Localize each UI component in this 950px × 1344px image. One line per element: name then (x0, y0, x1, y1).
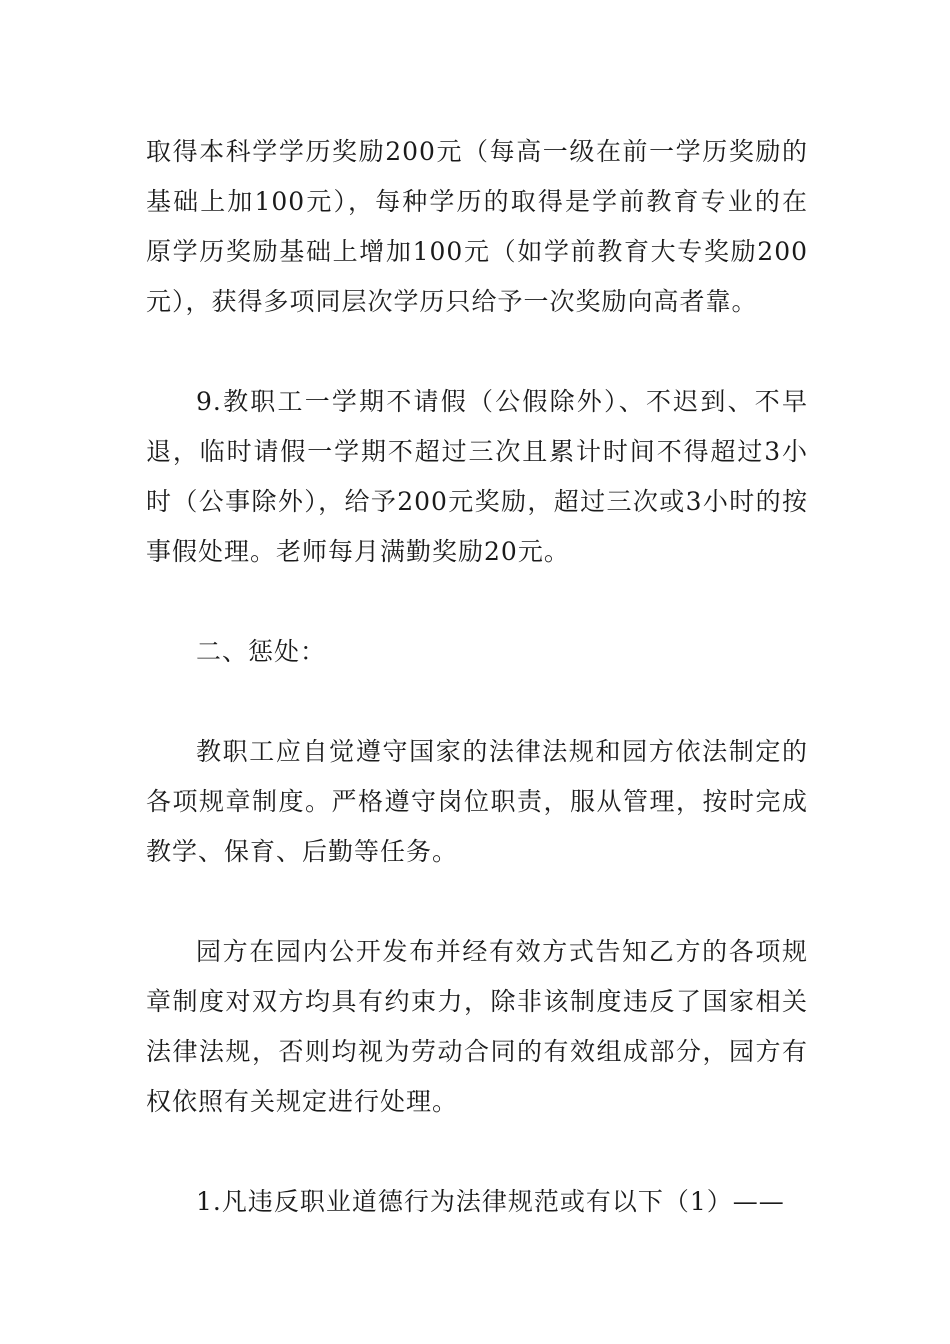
paragraph-violation-item-1: 1.凡违反职业道德行为法律规范或有以下（1）—— (196, 1187, 785, 1216)
paragraph-attendance-award: 9.教职工一学期不请假（公假除外）、不迟到、不早退，临时请假一学期不超过三次且累计时间不得超过3小时（公事除外），给予200元奖励，超过三次或3小时的按事假处理。老师每月满勤奖励20元。 (146, 387, 808, 566)
paragraph-education-award: 取得本科学学历奖励200元（每高一级在前一学历奖励的基础上加100元），每种学历的取得是学前教育专业的在原学历奖励基础上增加100元（如学前教育大专奖励200元），获得多项同层次学历只给予一次奖励向高者靠。 (146, 137, 808, 316)
document-body (146, 127, 808, 1277)
paragraph-rules-binding: 园方在园内公开发布并经有效方式告知乙方的各项规章制度对双方均具有约束力，除非该制度违反了国家相关法律法规，否则均视为劳动合同的有效组成部分，园方有权依照有关规定进行处理。 (146, 937, 808, 1116)
section-heading-penalty: 二、惩处： (196, 637, 327, 666)
paragraph-compliance: 教职工应自觉遵守国家的法律法规和园方依法制定的各项规章制度。严格遵守岗位职责，服从管理，按时完成教学、保育、后勤等任务。 (146, 737, 808, 866)
